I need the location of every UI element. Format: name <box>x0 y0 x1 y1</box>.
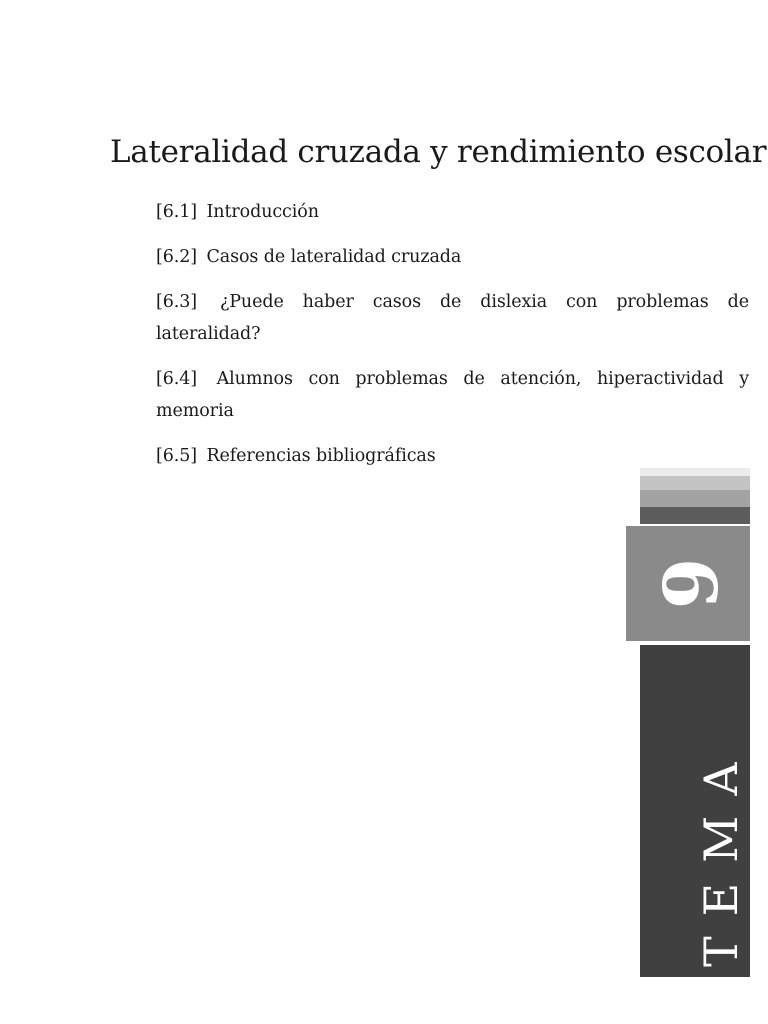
toc-item-number: [6.1] <box>156 202 197 222</box>
toc-item-6-4 <box>156 363 749 427</box>
tab-stripe-dark <box>640 507 750 524</box>
toc-item-text: Casos de lateralidad cruzada <box>206 247 462 267</box>
toc-item-text: Referencias bibliográficas <box>206 446 436 466</box>
toc-item-6-3 <box>156 286 749 350</box>
tab-stripe-light <box>640 476 750 490</box>
toc-item-number: [6.4] <box>156 369 197 389</box>
toc-item-number: [6.2] <box>156 247 197 267</box>
toc-item-text: ¿Puede haber casos de dislexia con problemas de lateralidad? <box>156 292 749 344</box>
chapter-number: 6 <box>645 557 731 610</box>
chapter-label-band <box>640 645 750 977</box>
toc-item-number: [6.5] <box>156 446 197 466</box>
page-title: Lateralidad cruzada y rendimiento escolar <box>110 134 767 170</box>
table-of-contents <box>156 196 749 485</box>
toc-item-6-1 <box>156 196 749 228</box>
toc-item-number: [6.3] <box>156 292 197 312</box>
toc-item-text: Alumnos con problemas de atención, hiperactividad y memoria <box>156 369 749 421</box>
toc-item-text: Introducción <box>206 202 319 222</box>
toc-item-6-2 <box>156 241 749 273</box>
chapter-label: TEMA <box>694 742 748 967</box>
tab-stripe-medium <box>640 490 750 507</box>
chapter-number-box <box>626 526 750 641</box>
tab-stripe-lightest <box>640 468 750 476</box>
